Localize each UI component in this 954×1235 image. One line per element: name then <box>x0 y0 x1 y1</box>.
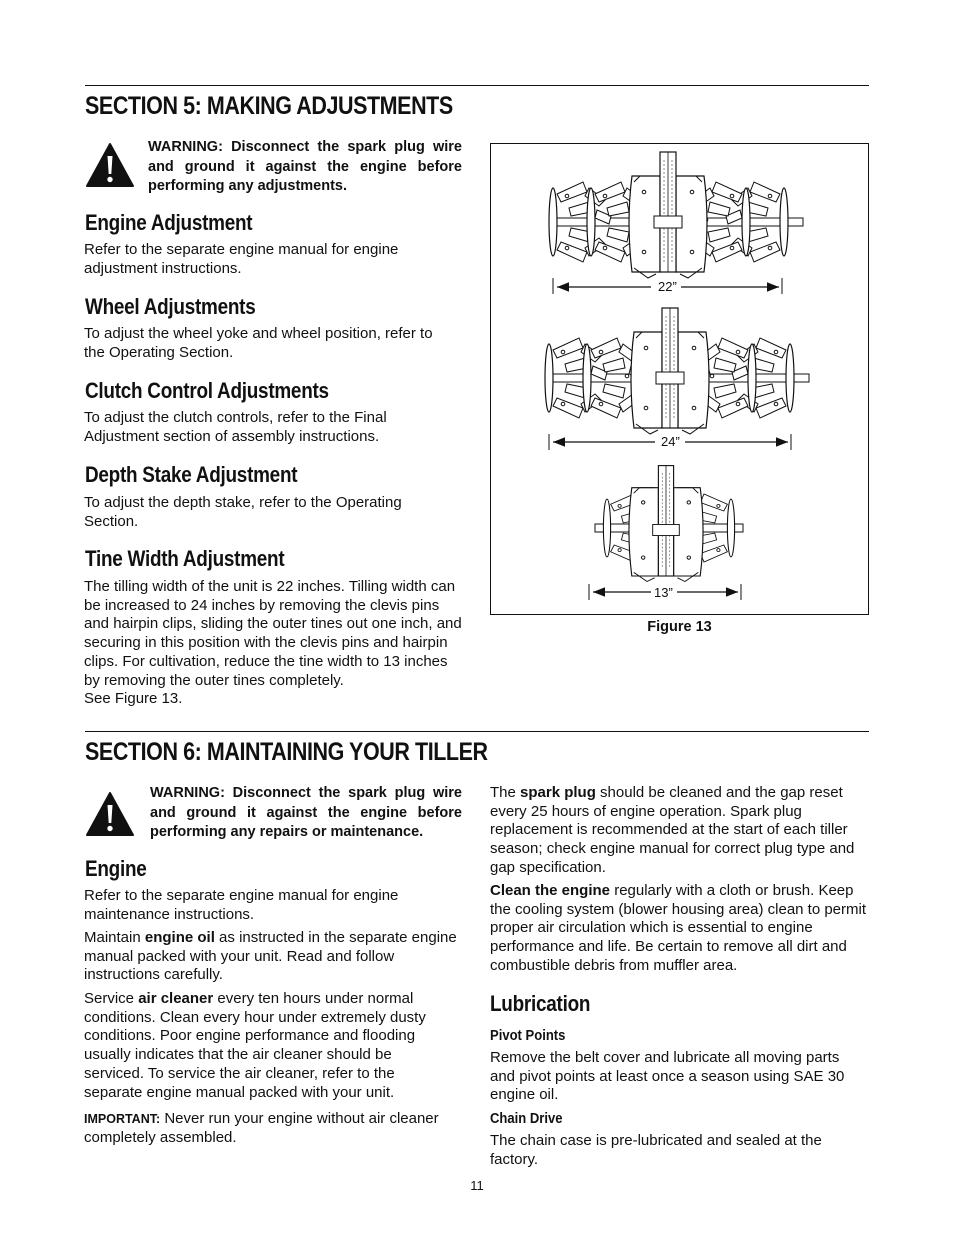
depth-stake-text: To adjust the depth stake, refer to the Operating Section. <box>84 494 402 530</box>
wheel-adjustments-heading: Wheel Adjustments <box>85 294 256 319</box>
wheel-adjustments-text: To adjust the wheel yoke and wheel position, refer to the Operating Section. <box>84 325 433 361</box>
lubrication-heading: Lubrication <box>490 991 591 1016</box>
section6-title: SECTION 6: MAINTAINING YOUR TILLER <box>85 738 488 766</box>
tine-width-diagram <box>491 144 867 613</box>
page-number: 11 <box>470 1178 484 1193</box>
engine-p1: Refer to the separate engine manual for engine maintenance instructions. <box>84 887 399 923</box>
spark-plug-paragraph <box>490 784 868 878</box>
chain-drive-text: The chain case is pre-lubricated and sealed at the factory. <box>490 1132 822 1168</box>
config-24-diagram <box>545 308 809 450</box>
engine-oil-post: as instructed in the separate engine manual packed with your unit. Read and follow instructions carefully. <box>84 929 457 984</box>
figure-caption: Figure 13 <box>647 619 712 635</box>
config-22-diagram <box>549 152 803 294</box>
air-cleaner-post: every ten hours under normal conditions. Clean every hour under extremely dusty conditions. Poor engine performance and flooding usually indicates that the air cleaner should be serviced. To service the air cleaner, refer to the separate engine manual packed with your unit. <box>84 990 426 1101</box>
config-13-diagram <box>589 466 743 600</box>
pivot-points-text: Remove the belt cover and lubricate all moving parts and pivot points at least once a season using SAE 30 engine oil. <box>490 1049 845 1104</box>
dim-13-label: 13” <box>654 585 673 600</box>
engine-oil-bold: engine oil <box>144 929 215 946</box>
section6-warning: WARNING: Disconnect the spark plug wire and ground it against the engine before performing any repairs or maintenance. <box>150 785 462 840</box>
spark-plug-post: should be cleaned and the gap reset every 25 hours of engine operation. Spark plug replacement is recommended at the start of each tiller season; check engine manual for correct plug type and gap specification. <box>490 784 855 876</box>
depth-stake-heading: Depth Stake Adjustment <box>85 462 298 487</box>
section5-rule <box>85 85 869 86</box>
section5-title: SECTION 5: MAKING ADJUSTMENTS <box>85 92 453 120</box>
tine-width-see: See Figure 13. <box>84 690 183 707</box>
air-cleaner-paragraph <box>84 990 454 1102</box>
clutch-control-text: To adjust the clutch controls, refer to the Final Adjustment section of assembly instructions. <box>84 409 387 445</box>
section6-rule <box>85 731 869 732</box>
spark-plug-pre: The <box>490 784 521 801</box>
warning-triangle-icon <box>85 791 135 837</box>
engine-oil-paragraph <box>84 929 462 985</box>
important-text: Never run your engine without air cleaner completely assembled. <box>84 1110 439 1146</box>
dim-24-label: 24” <box>661 434 680 449</box>
air-cleaner-pre: Service <box>84 990 139 1007</box>
important-paragraph <box>84 1110 462 1147</box>
engine-oil-pre: Maintain <box>84 929 145 946</box>
engine-heading: Engine <box>85 856 147 881</box>
clutch-control-heading: Clutch Control Adjustments <box>85 378 329 403</box>
figure-13-box <box>490 143 869 615</box>
chain-drive-heading: Chain Drive <box>490 1111 563 1127</box>
important-label: IMPORTANT: <box>84 1112 161 1126</box>
tine-width-text: The tilling width of the unit is 22 inches. Tilling width can be increased to 24 inches by removing the clevis pins and hairpin clips, sliding the outer tines out one inch, and securing in this position with the clevis pins and hairpin clips. For cultivation, reduce the tine width to 13 inches by removing the outer tines completely. <box>84 578 462 689</box>
dim-22-label: 22” <box>658 279 677 294</box>
clean-engine-paragraph <box>490 882 868 976</box>
clean-engine-post: regularly with a cloth or brush. Keep the cooling system (blower housing area) clean to permit proper air circulation which is essential to engine performance and life. Be certain to remove all dirt and combustible debris from muffler area. <box>490 882 867 974</box>
section5-warning: WARNING: Disconnect the spark plug wire and ground it against the engine before performing any adjustments. <box>148 139 462 194</box>
clean-engine-bold: Clean the engine <box>490 882 611 899</box>
pivot-points-heading: Pivot Points <box>490 1028 566 1044</box>
tine-width-heading: Tine Width Adjustment <box>85 546 285 571</box>
warning-triangle-icon <box>85 142 135 188</box>
spark-plug-bold: spark plug <box>520 784 596 801</box>
engine-adjustment-heading: Engine Adjustment <box>85 210 253 235</box>
engine-adjustment-text: Refer to the separate engine manual for engine adjustment instructions. <box>84 241 399 277</box>
air-cleaner-bold: air cleaner <box>138 990 214 1007</box>
